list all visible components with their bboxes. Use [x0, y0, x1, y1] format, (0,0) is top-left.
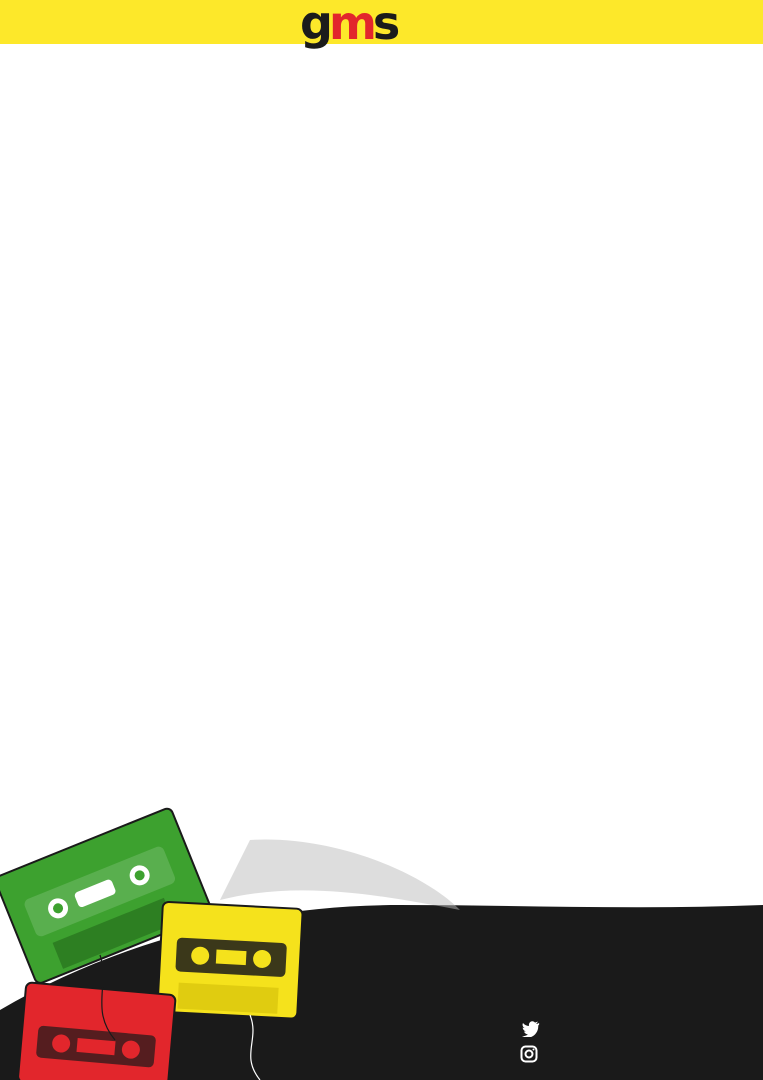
instagram-icon: [520, 1045, 538, 1063]
facebook-icon: [522, 997, 540, 1015]
red-cassette: [18, 982, 176, 1080]
gms-logo: gms: [300, 0, 397, 50]
wave-shadow: [220, 840, 460, 910]
yellow-cassette: [157, 902, 303, 1019]
twitter-icon: [522, 1021, 540, 1039]
